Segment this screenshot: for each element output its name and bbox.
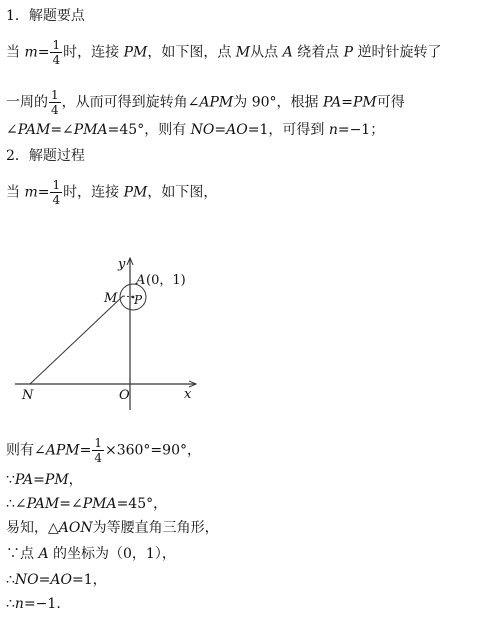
point-n-label: N [22,388,34,403]
fraction-one-quarter: $\frac{1}{4}$ [51,88,59,117]
paragraph-line-2: 一周的 $\frac{1}{4}$ ，从而可得到旋转角∠APM为 90°，根据 PA=PM可得 [6,88,405,117]
fraction-one-quarter: $\frac{1}{4}$ [52,38,61,67]
point-p-label: P [134,293,143,307]
point-a-label: A [136,273,146,288]
y-axis-label: y [118,257,126,272]
heading-solving-process: 2．解题过程 [6,148,85,164]
solution-line-2: ∵PA=PM， [6,472,83,488]
solution-line-4: 易知，△AON为等腰直角三角形， [6,520,219,536]
paragraph-line-3: ∠PAM=∠PMA=45°，则有 NO=AO=1，可得到 n=−1； [6,122,385,138]
fraction-one-quarter: $\frac{1}{4}$ [94,436,102,465]
solution-line-6: ∴NO=AO=1， [6,572,107,588]
point-a-coordinate: (0，1) [146,273,186,288]
solution-line-7: ∴n=−1. [6,596,61,612]
point-m-label: M [104,291,118,306]
x-axis-label: x [184,387,192,402]
heading-solving-points: 1．解题要点 [6,8,85,24]
segment-pm [123,296,133,297]
origin-label: O [119,388,130,403]
paragraph-line-1: 当 m= $\frac{1}{4}$ 时，连接 PM，如下图，点 M从点 A 绕着点 P 逆时针旋转了 [6,38,442,67]
solution-line-5: ∵点 A 的坐标为（0，1）， [6,546,176,562]
fraction-one-quarter: $\frac{1}{4}$ [52,178,61,207]
paragraph-line-4: 当 m= $\frac{1}{4}$ 时，连接 PM，如下图， [6,178,218,207]
solution-line-1: 则有∠APM= $\frac{1}{4}$ ×360°=90°， [6,436,201,465]
segment-mn [30,296,123,384]
solution-line-3: ∴∠PAM=∠PMA=45°， [6,496,168,512]
